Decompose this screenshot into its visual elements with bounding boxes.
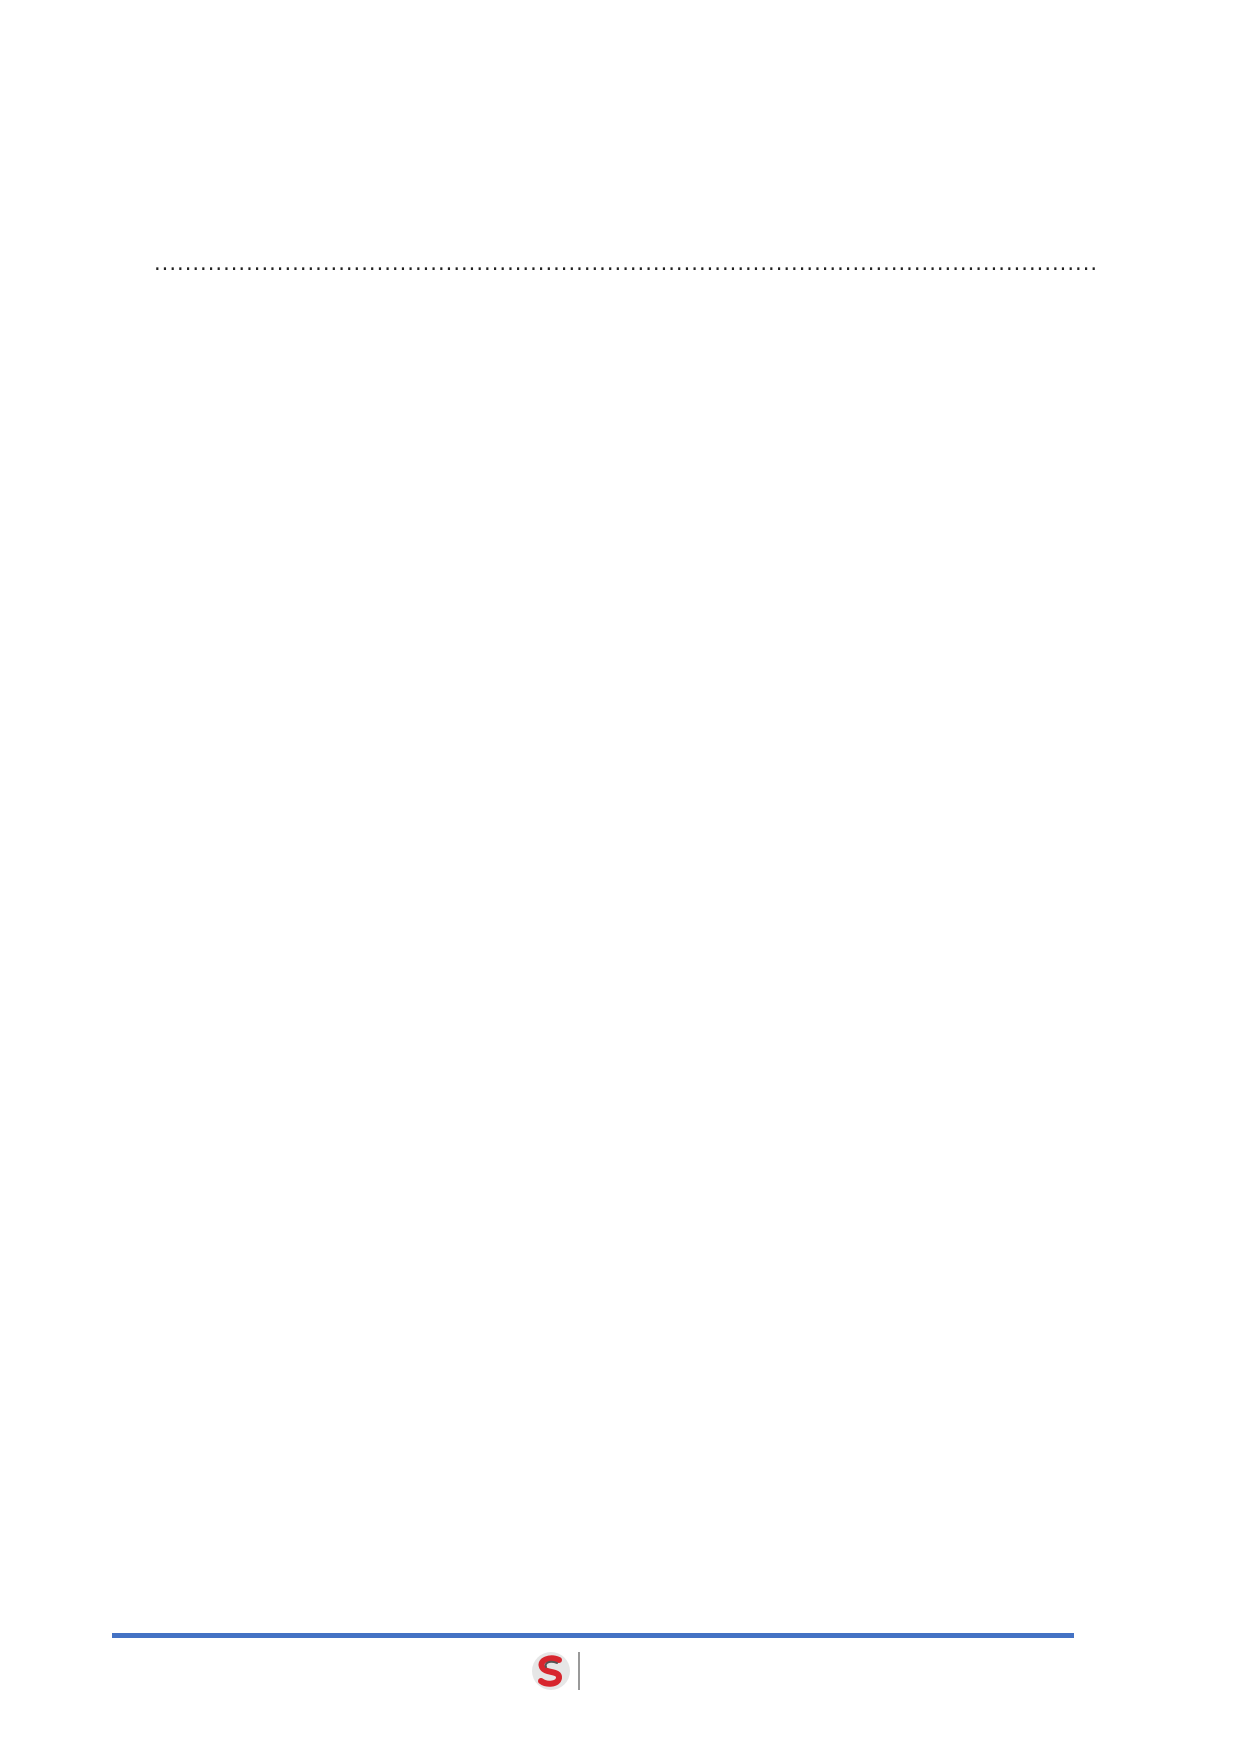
sheet-store-logo-icon — [530, 1650, 572, 1692]
table-of-contents — [152, 153, 1100, 312]
logo-divider — [578, 1652, 580, 1690]
footer-divider — [112, 1633, 1074, 1638]
toc-entry-title-line1 — [152, 153, 1100, 202]
toc-entry-multiline[interactable] — [152, 153, 1100, 305]
footer-logo — [530, 1650, 586, 1692]
dot-leader — [154, 251, 1098, 275]
toc-entry-title-line2 — [152, 202, 1100, 251]
